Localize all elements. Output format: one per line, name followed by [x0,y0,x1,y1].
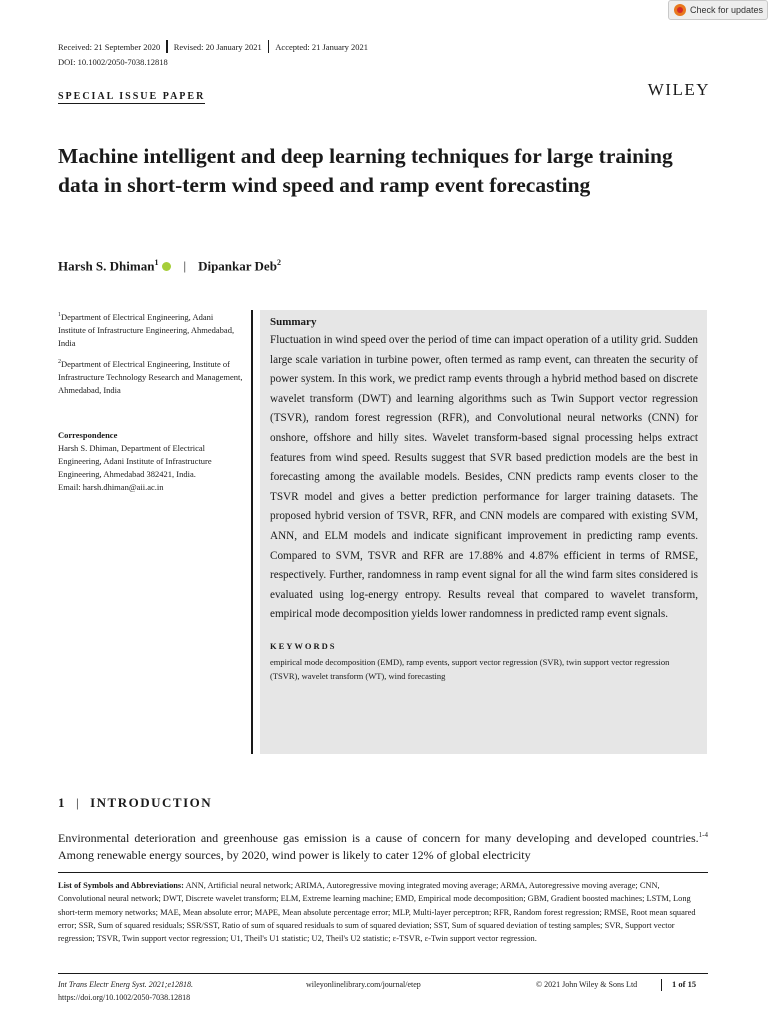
abbreviations [58,879,708,945]
author-name: Dipankar Deb [198,258,277,274]
intro-paragraph [58,827,708,864]
author-separator: | [183,258,187,274]
intro-text-cont: Among renewable energy sources, by 2020, wind power is likely to cater 12% of global electricity [58,848,531,862]
affiliation-sup: 2 [58,358,61,365]
received-date: Received: 21 September 2020 [58,41,161,52]
article-type: SPECIAL ISSUE PAPER [58,91,206,102]
abbreviations-text: ANN, Artificial neural network; ARIMA, Autoregressive moving integrated moving average; ARMA, Autoregressive moving average; CNN, Convolutional neural network; DWT, Discrete wavelet transform; ELM, Extreme learning machine; EMD, Empirical mode decomposition; GBM, Gradient boosted machines; LSTM, Long short-term memory networks; MAE, Mean absolute error; MAPE, Mean absolute percentage error; MLP, Multi-layer perceptron; RFR, Random forest regression; RMSE, Root mean squared error; SSR, Sum of squared residuals; SSR/SST, Ratio of sum of squared residuals to sum of squared deviation; SST, Sum of squared deviation of testing samples; SVR, Support vector regression; TSVR, Twin support vector regression; U1, Theil's U1 statistic; U2, Theil's U2 statistic; ε-TSVR, ε-Twin support vector regression. [58,881,696,944]
correspondence-text: Harsh S. Dhiman, Department of Electrical Engineering, Adani Institute of Infrastructure Engineering, Ahmedabad 382421, India. [58,443,212,479]
abbreviations-heading: List of Symbols and Abbreviations: [58,881,184,890]
affiliation-text: Department of Electrical Engineering, Adani Institute of Infrastructure Engineering, Ahmedabad, India [58,311,235,348]
affiliations [58,309,243,403]
affiliation-sup: 1 [58,312,61,318]
divider [268,40,270,53]
affiliation-1 [58,309,243,350]
author-2[interactable] [198,258,281,274]
page-number: 1 of 15 [661,979,696,991]
author-sup: 1 [154,258,159,267]
orcid-icon[interactable] [162,262,171,271]
keywords-text: empirical mode decomposition (EMD), ramp events, support vector regression (SVR), twin support vector regression (TSVR), wavelet transform (WT), wind forecasting [270,656,670,681]
footer-journal: Int Trans Electr Energ Syst. 2021;e12818. [58,980,194,989]
footer-rule [58,973,708,974]
affiliation-2 [58,356,243,397]
accepted-date: Accepted: 21 January 2021 [275,41,369,52]
author-sup: 2 [276,258,281,267]
abbreviations-rule [58,872,708,873]
affiliation-text: Department of Electrical Engineering, Institute of Infrastructure Technology Research and Management, Ahmedabad, India [58,358,243,395]
doi[interactable]: DOI: 10.1002/2050-7038.12818 [58,57,168,67]
footer-copyright: © 2021 John Wiley & Sons Ltd [536,980,638,989]
footer-journal-url[interactable]: wileyonlinelibrary.com/journal/etep [306,980,421,989]
revised-date: Revised: 20 January 2021 [173,41,262,52]
correspondence-email[interactable]: Email: harsh.dhiman@aii.ac.in [58,482,164,492]
summary-box [260,310,707,754]
article-dates [58,40,368,53]
section-number: 1 [58,795,66,810]
paper-title: Machine intelligent and deep learning techniques for large training data in short-term wind speed and ramp event forecasting [58,144,673,197]
section-pipe: | [76,795,81,810]
check-for-updates-label: Check for updates [690,5,764,15]
section-title: INTRODUCTION [90,795,213,810]
citation-ref[interactable]: 1-4 [698,831,708,839]
summary-text: Fluctuation in wind speed over the period of time can impact operation of a utility grid. Sudden large scale variation in turbine power, often termed as ramp event, can threaten the security of power system. In this work, we predict ramp events through a hybrid method based on discrete wavelet transform (DWT) and learning algorithms such as Twin Support vector regression (TSVR), random forest regression (RFR), and Convolutional neural networks (CNN) for onshore, offshore and hilly sites. Wavelet transform-based signal processing helps extract features from wind speed. Results suggest that SVR based prediction models are the best in forecasting among the available models. Besides, CNN predicts ramp events closer to the TSVR model and gives a better prediction performance for larger training datasets. The proposed hybrid version of TSVR, RFR, and CNN models are compared with existing SVM, ANN, and ELM models and indicate significant improvement in predicting ramp events. Compared to SVM, TSVR and RFR are 17.88% and 4.87% efficient in terms of RMSE, respectively. Further, randomness in ramp event signal for all the wind farm sites considered is evaluated using log-energy entropy. Results reveal that compared to wavelet transform, empirical mode decomposition yields lower randomness in predicted ramp event signals. [270,334,698,621]
intro-text: Environmental deterioration and greenhouse gas emission is a cause of concern for many developing and developed countries. [58,831,699,845]
divider [166,40,168,53]
author-list [58,258,281,274]
keywords-heading: KEYWORDS [270,640,337,651]
section-heading [58,795,212,811]
summary-heading: Summary [270,316,317,328]
correspondence-heading: Correspondence [58,430,118,440]
author-name: Harsh S. Dhiman [58,258,155,274]
check-for-updates-button[interactable] [668,0,768,20]
author-1[interactable] [58,258,158,274]
summary-divider [251,310,253,754]
correspondence [58,429,243,494]
check-updates-icon [674,4,686,16]
publisher-logo: WILEY [647,80,710,99]
footer-doi-link[interactable]: https://doi.org/10.1002/2050-7038.12818 [58,993,191,1002]
